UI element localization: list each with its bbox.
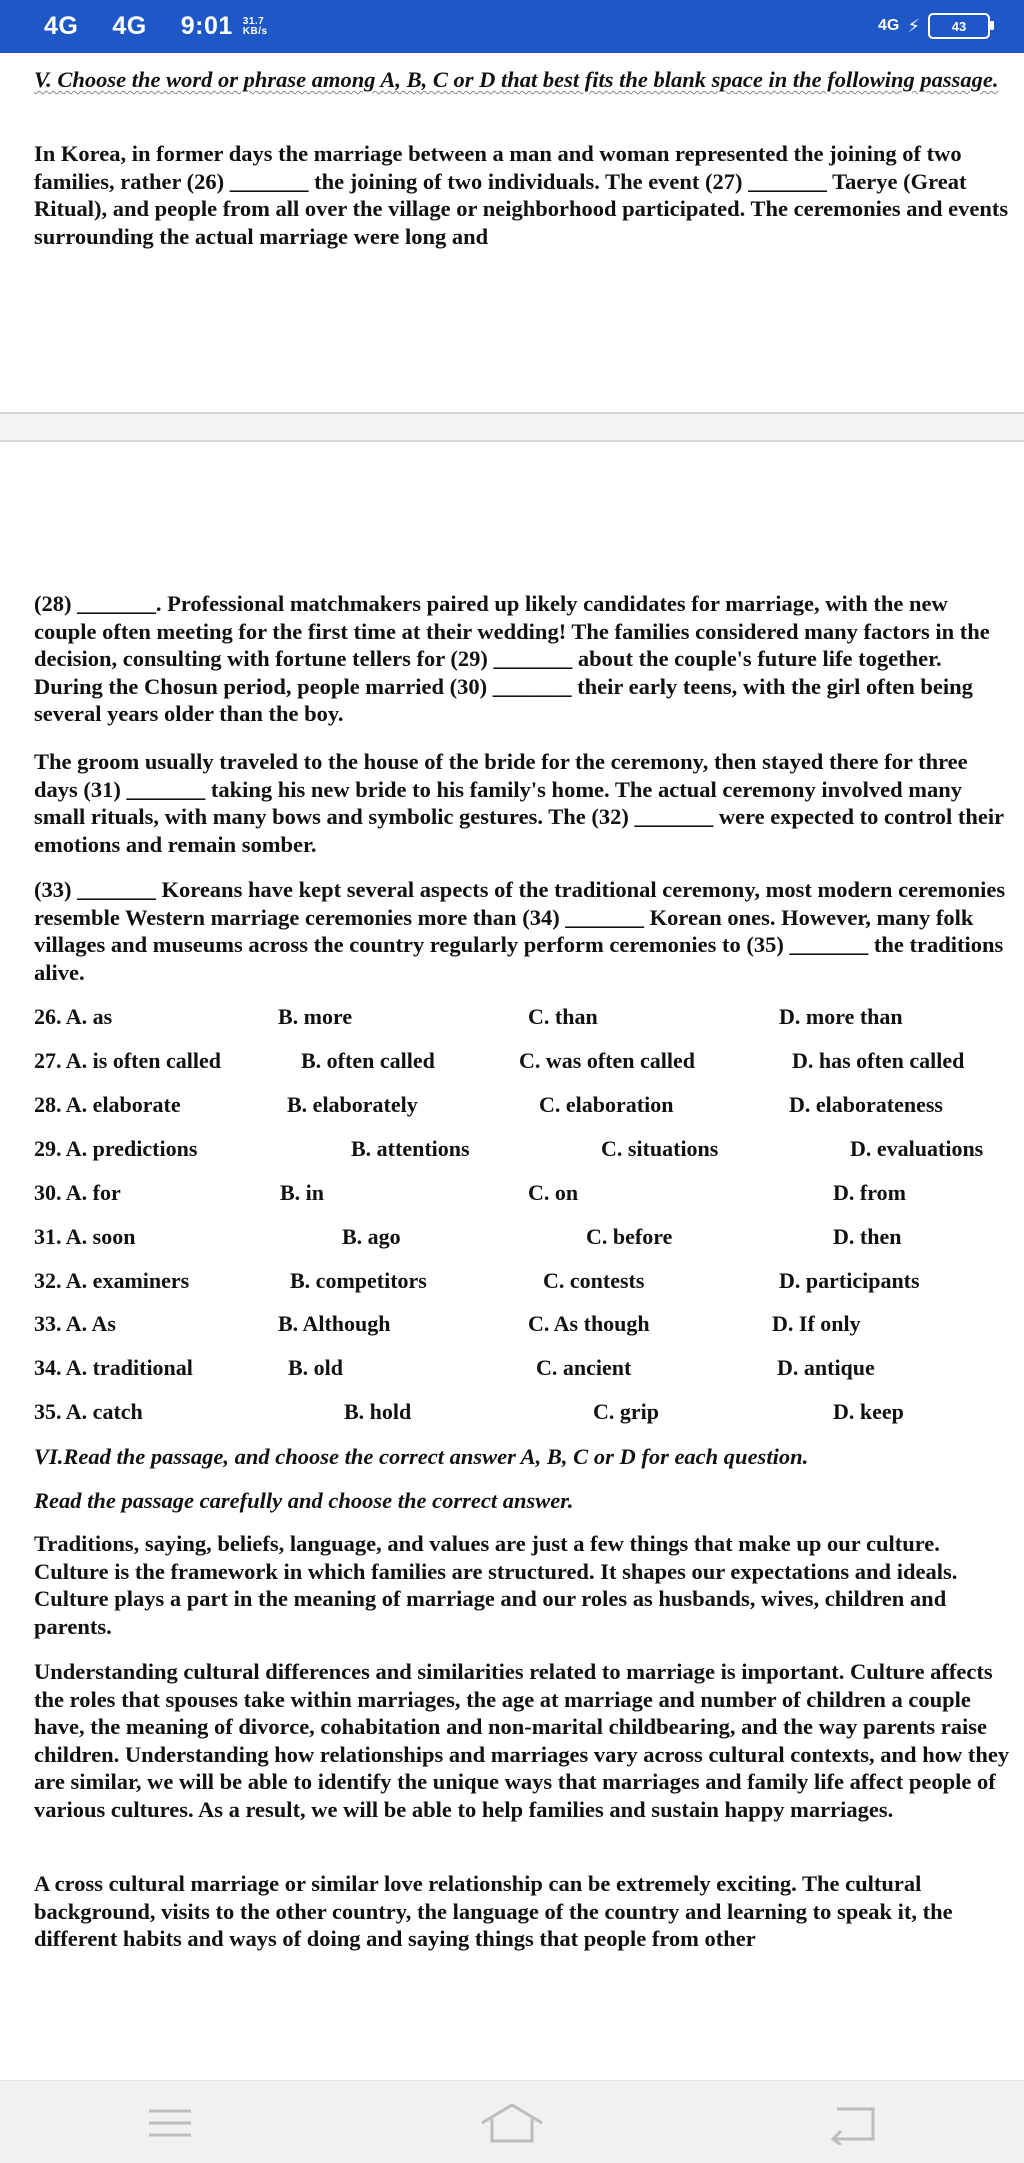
option-b: B. ago bbox=[342, 1224, 401, 1249]
option-c: C. contests bbox=[543, 1268, 645, 1293]
option-c: C. on bbox=[528, 1180, 579, 1205]
option-row bbox=[0, 1268, 1024, 1298]
option-b: B. in bbox=[280, 1180, 325, 1205]
option-c: C. situations bbox=[601, 1136, 719, 1161]
option-c: C. was often called bbox=[519, 1048, 695, 1073]
status-right bbox=[878, 13, 990, 39]
status-left bbox=[44, 12, 268, 41]
option-d: D. then bbox=[833, 1224, 902, 1249]
clock: 9:01 bbox=[180, 12, 233, 40]
option-row bbox=[0, 1004, 1024, 1034]
network-indicator-2: 4G bbox=[112, 12, 147, 40]
option-row bbox=[0, 1092, 1024, 1122]
charging-icon: ⚡ bbox=[907, 15, 920, 36]
battery-icon bbox=[928, 13, 990, 39]
option-c: C. ancient bbox=[536, 1355, 632, 1380]
back-icon bbox=[827, 2101, 879, 2145]
section-6-paragraph-1: Traditions, saying, beliefs, language, and values are just a few things that make up our culture. Culture is the framework in which families are structured. It shapes our expectations and ideals. Culture plays a part in the meaning of marriage and our roles as husbands, wives, children and parents. bbox=[34, 1531, 958, 1639]
section-6-paragraph-2: Understanding cultural differences and similarities related to marriage is important. Culture affects the roles that spouses take within marriages, the age at marriage and number of children a couple have, the meaning of divorce, cohabitation and non-marital childbearing, and the way parents raise children. Understanding how relationships and marriages vary across cultural contexts, and how they are similar, we will be able to identify the unique ways that marriages and family life affect people of various cultures. As a result, we will be able to help families and sustain happy marriages. bbox=[34, 1659, 1010, 1822]
option-a: 32. A. examiners bbox=[34, 1268, 190, 1293]
option-b: B. old bbox=[288, 1355, 344, 1380]
option-b: B. Although bbox=[278, 1311, 391, 1336]
status-bar bbox=[0, 0, 1024, 53]
home-icon bbox=[478, 2101, 546, 2145]
signal-4g-icon: 4G bbox=[878, 17, 900, 34]
option-a: 33. A. As bbox=[34, 1311, 116, 1336]
option-a: 28. A. elaborate bbox=[34, 1092, 181, 1117]
menu-button[interactable] bbox=[140, 2101, 200, 2145]
option-row bbox=[0, 1224, 1024, 1254]
battery-level: 43 bbox=[951, 18, 967, 34]
section-5-paragraph-3: The groom usually traveled to the house of the bride for the ceremony, then stayed there for three days (31) _______ taking his new bride to his family's home. The actual ceremony involved many small rituals, with many bows and symbolic gestures. The (32) _______ were expected to control their emotions and remain somber. bbox=[34, 749, 1004, 857]
option-d: D. keep bbox=[833, 1399, 904, 1424]
option-b: B. more bbox=[278, 1004, 353, 1029]
option-c: C. elaboration bbox=[539, 1092, 674, 1117]
section-6-paragraph-3: A cross cultural marriage or similar love relationship can be extremely exciting. The cultural background, visits to the other country, the language of the country and learning to speak it, the different habits and ways of doing and saying things that people from other bbox=[34, 1871, 953, 1951]
option-a: 35. A. catch bbox=[34, 1399, 143, 1424]
option-c: C. than bbox=[528, 1004, 598, 1029]
option-d: D. If only bbox=[772, 1311, 861, 1336]
section-6-heading: VI.Read the passage, and choose the correct answer A, B, C or D for each question. bbox=[34, 1444, 809, 1469]
page-break bbox=[0, 412, 1024, 442]
option-c: C. grip bbox=[593, 1399, 659, 1424]
option-row bbox=[0, 1136, 1024, 1166]
home-button[interactable] bbox=[478, 2101, 546, 2145]
option-a: 26. A. as bbox=[34, 1004, 113, 1029]
section-5-paragraph-4: (33) _______ Koreans have kept several aspects of the traditional ceremony, most modern ceremonies resemble Western marriage ceremonies more than (34) _______ Korean ones. However, many folk villages and museums across the country regularly perform ceremonies to (35) _______ the traditions alive. bbox=[34, 877, 1006, 985]
option-c: C. As though bbox=[528, 1311, 650, 1336]
back-button[interactable] bbox=[826, 2101, 880, 2145]
option-d: D. participants bbox=[779, 1268, 920, 1293]
section-5-paragraph-1: In Korea, in former days the marriage between a man and woman represented the joining of two families, rather (26) _______ the joining of two individuals. The event (27) _______ Taerye (Great Ritual), and people from all over the village or neighborhood participated. The ceremonies and events surrounding the actual marriage were long and bbox=[34, 141, 1009, 249]
option-a: 30. A. for bbox=[34, 1180, 121, 1205]
option-a: 27. A. is often called bbox=[34, 1048, 221, 1073]
option-d: D. antique bbox=[777, 1355, 875, 1380]
option-row bbox=[0, 1048, 1024, 1078]
option-b: B. often called bbox=[301, 1048, 435, 1073]
option-b: B. hold bbox=[344, 1399, 412, 1424]
navigation-bar bbox=[0, 2080, 1024, 2163]
option-d: D. elaborateness bbox=[789, 1092, 943, 1117]
option-row bbox=[0, 1180, 1024, 1210]
option-b: B. elaborately bbox=[287, 1092, 418, 1117]
option-a: 31. A. soon bbox=[34, 1224, 136, 1249]
option-a: 29. A. predictions bbox=[34, 1136, 198, 1161]
section-5-paragraph-2: (28) _______. Professional matchmakers paired up likely candidates for marriage, with the new couple often meeting for the first time at their wedding! The families considered many factors in the decision, consulting with fortune tellers for (29) _______ about the couple's future life together. During the Chosun period, people married (30) _______ their early teens, with the girl often being several years older than the boy. bbox=[34, 591, 990, 726]
option-d: D. has often called bbox=[792, 1048, 965, 1073]
menu-icon bbox=[145, 2103, 195, 2143]
option-d: D. from bbox=[833, 1180, 906, 1205]
option-row bbox=[0, 1399, 1024, 1429]
section-5-heading: V. Choose the word or phrase among A, B, C or D that best fits the blank space in the following passage. bbox=[34, 67, 999, 92]
data-speed: 31.7 KB/s bbox=[242, 15, 268, 37]
option-row bbox=[0, 1355, 1024, 1385]
option-b: B. attentions bbox=[351, 1136, 470, 1161]
option-row bbox=[0, 1311, 1024, 1341]
section-6-subheading: Read the passage carefully and choose the correct answer. bbox=[34, 1488, 574, 1513]
option-d: D. evaluations bbox=[850, 1136, 984, 1161]
option-c: C. before bbox=[586, 1224, 673, 1249]
option-b: B. competitors bbox=[290, 1268, 427, 1293]
option-a: 34. A. traditional bbox=[34, 1355, 193, 1380]
network-indicator-1: 4G bbox=[44, 12, 79, 40]
option-d: D. more than bbox=[779, 1004, 903, 1029]
